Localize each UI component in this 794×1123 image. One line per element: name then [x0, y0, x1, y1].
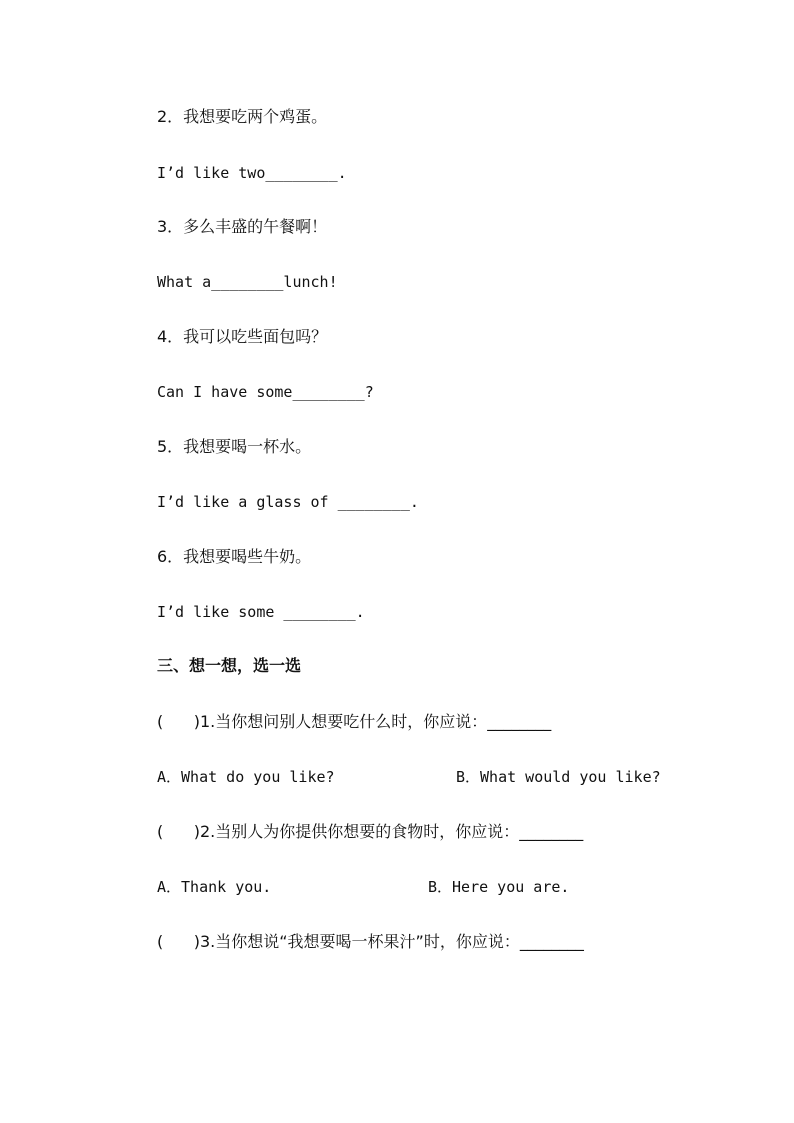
item-2-chinese: 2．我想要吃两个鸡蛋。	[157, 107, 328, 126]
item-4-english: Can I have some________?	[157, 383, 374, 401]
item-3-english: What a________lunch!	[157, 273, 338, 291]
question-3-stem: ( )3.当你想说“我想要喝一杯果汁”时，你应说：________	[157, 932, 584, 951]
question-1-option-b: B．What would you like?	[456, 768, 661, 786]
item-5-chinese: 5．我想要喝一杯水。	[157, 437, 312, 456]
item-5-english: I’d like a glass of ________.	[157, 493, 419, 511]
item-4-chinese: 4．我可以吃些面包吗？	[157, 327, 328, 346]
question-2-option-b: B．Here you are.	[428, 878, 570, 896]
item-3-chinese: 3．多么丰盛的午餐啊！	[157, 217, 328, 236]
section-3-heading: 三、想一想，选一选	[157, 656, 302, 675]
item-6-english: I’d like some ________.	[157, 603, 365, 621]
item-6-chinese: 6．我想要喝些牛奶。	[157, 547, 312, 566]
item-2-english: I’d like two________.	[157, 164, 347, 182]
question-1-stem: ( )1.当你想问别人想要吃什么时，你应说：________	[157, 712, 552, 731]
question-2-option-a: A．Thank you.	[157, 878, 272, 896]
question-1-option-a: A．What do you like?	[157, 768, 335, 786]
question-2-stem: ( )2.当别人为你提供你想要的食物时，你应说：________	[157, 822, 584, 841]
